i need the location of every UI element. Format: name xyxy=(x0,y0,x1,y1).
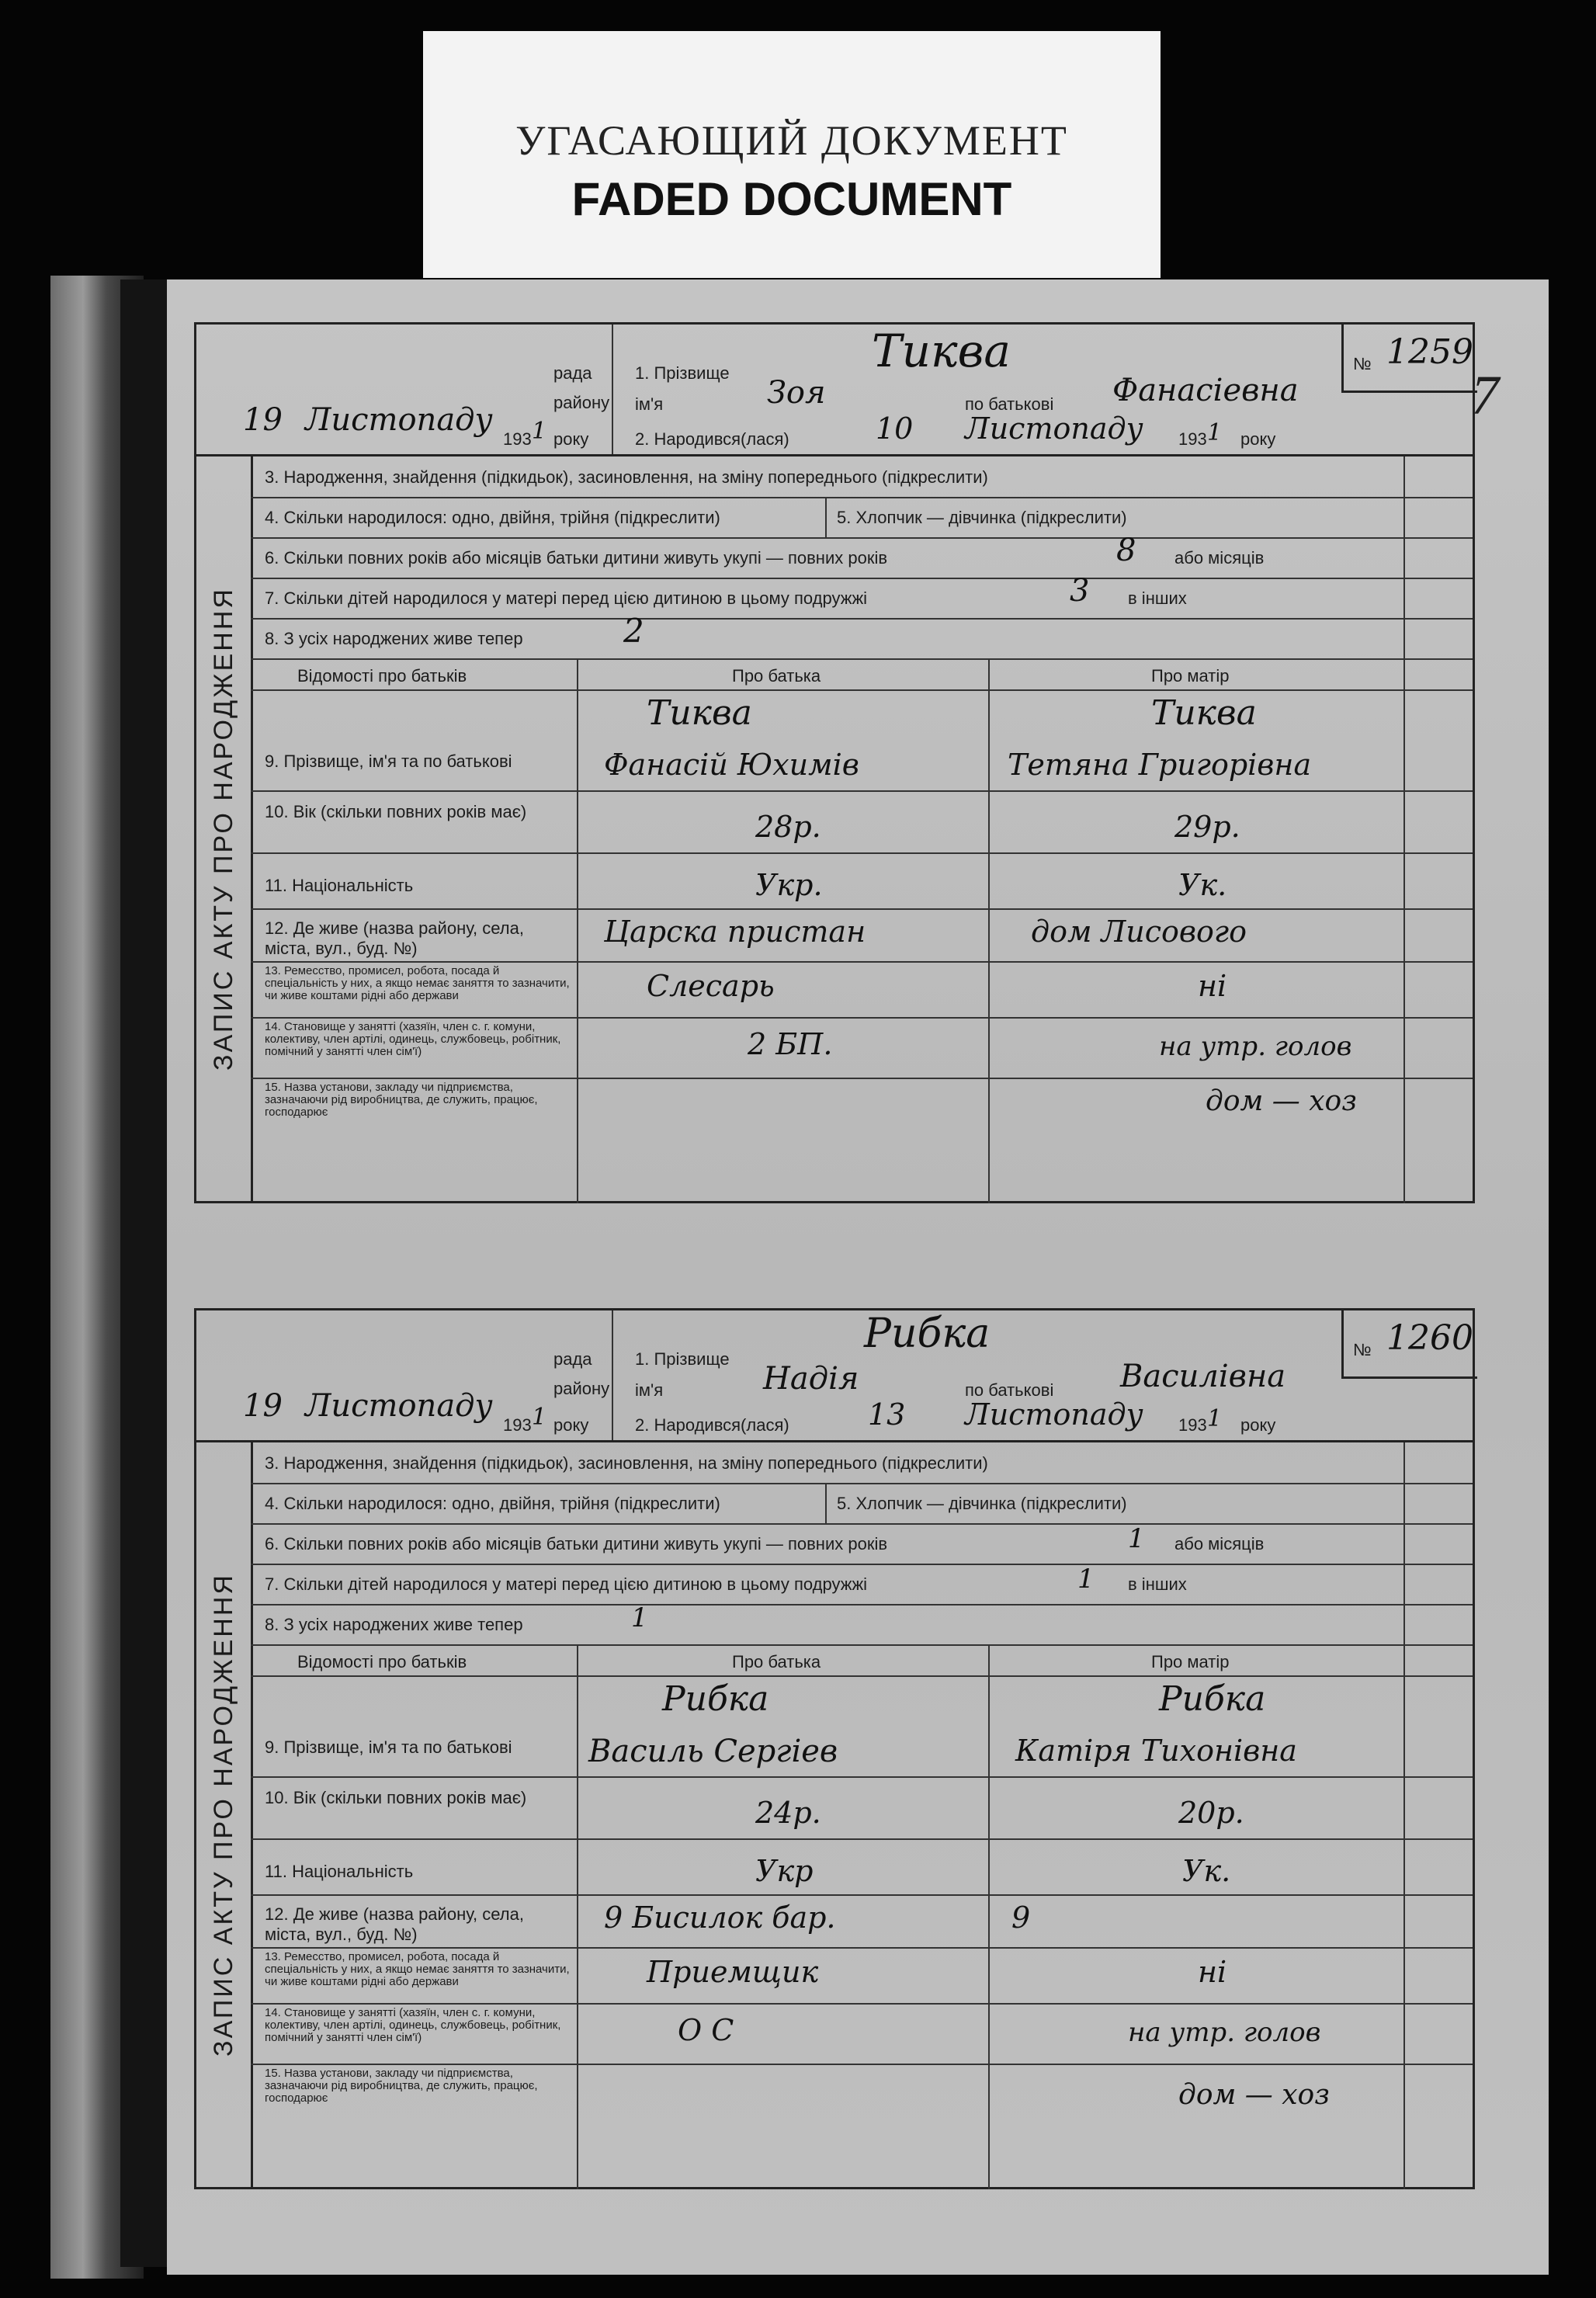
q3-label: 3. Народження, знайдення (підкидьок), засиновлення, на зміну попереднього (підкреслити) xyxy=(265,467,988,487)
record-number: 1259 xyxy=(1386,332,1473,372)
col-father-header: Про батька xyxy=(732,1652,821,1671)
q6-label: 6. Скільки повних років або місяців батьки дитини живуть укупі — повних років xyxy=(265,548,888,568)
col-mother-header: Про матір xyxy=(1151,666,1230,686)
label-line-ru: УГАСАЮЩИЙ ДОКУМЕНТ xyxy=(515,117,1068,164)
mother-status: на утр. голов xyxy=(1159,1031,1352,1062)
rada-label: рада xyxy=(553,1349,592,1369)
birth-day: 13 xyxy=(868,1397,906,1432)
surname-label: 1. Прізвище xyxy=(635,363,730,383)
birth-year: 1 xyxy=(1207,1405,1223,1432)
father-age: 24р. xyxy=(755,1796,821,1830)
label-line-en: FADED DOCUMENT xyxy=(571,173,1012,225)
mother-surname: Рибка xyxy=(1159,1679,1266,1719)
mother-workplace: дом — хоз xyxy=(1178,2079,1330,2111)
reg-year-prefix: 193 xyxy=(503,429,532,449)
col-mother-header: Про матір xyxy=(1151,1652,1230,1671)
reg-year: 1 xyxy=(532,418,547,445)
col-father-header: Про батька xyxy=(732,666,821,686)
name-value: Надія xyxy=(763,1361,859,1397)
mother-age: 20р. xyxy=(1178,1796,1244,1830)
name-label: ім'я xyxy=(635,394,664,414)
record-body xyxy=(194,1440,1475,2189)
father-occupation: Приемщик xyxy=(647,1955,819,1989)
r12-label: 12. Де живе (назва району, села, міста, вул., буд. №) xyxy=(265,1904,524,1944)
patronymic-label: по батькові xyxy=(965,394,1054,414)
r12-label: 12. Де живе (назва району, села, міста, вул., буд. №) xyxy=(265,918,524,958)
prior-children: 1 xyxy=(1077,1564,1095,1595)
mother-status: на утр. голов xyxy=(1128,2017,1321,2048)
father-nationality: Укр. xyxy=(755,868,823,902)
mother-residence: дом Лисового xyxy=(1031,915,1247,949)
record-side-title: ЗАПИС АКТУ ПРО НАРОДЖЕННЯ xyxy=(196,1442,253,2187)
record-header xyxy=(194,1308,1475,1440)
r15-label: 15. Назва установи, закладу чи підприємства, зазначаючи рід виробництва, де служить, працює, господарює xyxy=(265,2067,538,2105)
roku-label: року xyxy=(553,1415,589,1435)
mother-occupation: ні xyxy=(1198,969,1227,1003)
alive-now: 1 xyxy=(631,1602,648,1633)
roku-label-2: року xyxy=(1240,429,1276,449)
page-number: 7 xyxy=(1471,364,1499,426)
alive-now: 2 xyxy=(623,612,644,650)
birth-month: Листопаду xyxy=(965,411,1143,446)
mother-workplace: дом — хоз xyxy=(1206,1085,1357,1117)
q5-label: 5. Хлопчик — дівчинка (підкреслити) xyxy=(837,508,1127,527)
r11-label: 11. Національність xyxy=(265,876,414,895)
birth-record-1 xyxy=(194,322,1475,1203)
q7-other-label: в інших xyxy=(1128,1574,1187,1594)
rada-label: рада xyxy=(553,363,592,383)
divider xyxy=(612,1310,613,1442)
reg-day: 19 xyxy=(243,1388,283,1424)
birth-day: 10 xyxy=(876,411,914,446)
name-label: ім'я xyxy=(635,1380,664,1400)
born-label: 2. Народився(лася) xyxy=(635,429,789,449)
patronymic-value: Василівна xyxy=(1120,1359,1286,1394)
surname-value: Тиква xyxy=(872,325,1011,377)
birth-year-prefix: 193 xyxy=(1178,429,1207,449)
q6-months-label: або місяців xyxy=(1174,548,1265,568)
mother-occupation: ні xyxy=(1198,1955,1227,1989)
record-number-box xyxy=(1341,1310,1477,1379)
r11-label: 11. Національність xyxy=(265,1862,414,1881)
col-info-header: Відомості про батьків xyxy=(297,1652,467,1671)
r13-label: 13. Ремесство, промисел, робота, посада й спеціальність у них, а якщо немає заняття то зазначити, чи живе коштами рідні або держави xyxy=(265,964,570,1002)
divider xyxy=(612,325,613,456)
q6-months-label: або місяців xyxy=(1174,1534,1265,1553)
reg-month: Листопаду xyxy=(305,1388,493,1424)
q7-other-label: в інших xyxy=(1128,588,1187,608)
q3-label: 3. Народження, знайдення (підкидьок), засиновлення, на зміну попереднього (підкреслити) xyxy=(265,1453,988,1473)
q7-label: 7. Скільки дітей народилося у матері перед цією дитиною в цьому подружжі xyxy=(265,1574,868,1594)
mother-given: Катіря Тихонівна xyxy=(1015,1734,1297,1768)
record-number-box xyxy=(1341,325,1477,393)
patronymic-value: Фанасіевна xyxy=(1112,373,1299,408)
mother-nationality: Ук. xyxy=(1178,868,1227,902)
r14-label: 14. Становище у занятті (хазяїн, член с. г. комуни, колективу, член артілі, одинець, службовець, робітник, помічний у занятті член сім'ї) xyxy=(265,1020,561,1058)
years-together: 1 xyxy=(1128,1523,1145,1554)
q8-label: 8. З усіх народжених живе тепер xyxy=(265,1615,523,1634)
record-side-title: ЗАПИС АКТУ ПРО НАРОДЖЕННЯ xyxy=(196,456,253,1201)
father-surname: Рибка xyxy=(662,1679,769,1719)
mother-nationality: Ук. xyxy=(1182,1854,1231,1888)
birth-month: Листопаду xyxy=(965,1397,1143,1432)
name-value: Зоя xyxy=(767,375,826,411)
r10-label: 10. Вік (скільки повних років має) xyxy=(265,802,527,821)
r15-label: 15. Назва установи, закладу чи підприємства, зазначаючи рід виробництва, де служить, працює, господарює xyxy=(265,1081,538,1119)
born-label: 2. Народився(лася) xyxy=(635,1415,789,1435)
raionu-label: району xyxy=(553,1379,610,1398)
r14-label: 14. Становище у занятті (хазяїн, член с. г. комуни, колективу, член артілі, одинець, службовець, робітник, помічний у занятті член сім'ї) xyxy=(265,2006,561,2044)
mother-given: Тетяна Григорівна xyxy=(1008,748,1312,782)
faded-document-label xyxy=(423,31,1161,278)
number-label: № xyxy=(1353,354,1372,373)
col-info-header: Відомості про батьків xyxy=(297,666,467,686)
surname-label: 1. Прізвище xyxy=(635,1349,730,1369)
roku-label-2: року xyxy=(1240,1415,1276,1435)
q8-label: 8. З усіх народжених живе тепер xyxy=(265,629,523,648)
father-status: 2 БП. xyxy=(748,1027,833,1061)
surname-value: Рибка xyxy=(864,1310,991,1357)
patronymic-label: по батькові xyxy=(965,1380,1054,1400)
raionu-label: району xyxy=(553,393,610,412)
reg-day: 19 xyxy=(243,402,283,438)
r10-label: 10. Вік (скільки повних років має) xyxy=(265,1788,527,1807)
r9-label: 9. Прізвище, ім'я та по батькові xyxy=(265,752,512,771)
roku-label: року xyxy=(553,429,589,449)
q5-label: 5. Хлопчик — дівчинка (підкреслити) xyxy=(837,1494,1127,1513)
record-body xyxy=(194,454,1475,1203)
years-together: 8 xyxy=(1116,533,1136,568)
birth-year: 1 xyxy=(1207,419,1223,446)
reg-year: 1 xyxy=(532,1404,547,1431)
q4-label: 4. Скільки народилося: одно, двійня, трійня (підкреслити) xyxy=(265,1494,720,1513)
r9-label: 9. Прізвище, ім'я та по батькові xyxy=(265,1737,512,1757)
reg-month: Листопаду xyxy=(305,402,493,438)
mother-age: 29р. xyxy=(1174,810,1240,844)
record-header xyxy=(194,322,1475,454)
father-age: 28р. xyxy=(755,810,821,844)
father-status: О С xyxy=(678,2013,734,2047)
number-label: № xyxy=(1353,1340,1372,1359)
r13-label: 13. Ремесство, промисел, робота, посада й спеціальність у них, а якщо немає заняття то зазначити, чи живе коштами рідні або держави xyxy=(265,1950,570,1988)
q7-label: 7. Скільки дітей народилося у матері перед цією дитиною в цьому подружжі xyxy=(265,588,868,608)
mother-surname: Тиква xyxy=(1151,693,1257,733)
father-given: Фанасій Юхимів xyxy=(604,748,859,782)
prior-children: 3 xyxy=(1070,573,1090,609)
birth-record-2 xyxy=(194,1308,1475,2189)
mother-residence: 9 xyxy=(1011,1901,1031,1935)
father-surname: Тиква xyxy=(647,693,752,733)
q4-label: 4. Скільки народилося: одно, двійня, трійня (підкреслити) xyxy=(265,508,720,527)
birth-year-prefix: 193 xyxy=(1178,1415,1207,1435)
father-given: Василь Сергіев xyxy=(588,1734,838,1769)
father-occupation: Слесарь xyxy=(647,969,775,1003)
father-residence: 9 Бисилок бар. xyxy=(604,1901,836,1935)
record-number: 1260 xyxy=(1386,1318,1473,1358)
father-residence: Царска пристан xyxy=(604,915,866,949)
reg-year-prefix: 193 xyxy=(503,1415,532,1435)
q6-label: 6. Скільки повних років або місяців батьки дитини живуть укупі — повних років xyxy=(265,1534,888,1553)
father-nationality: Укр xyxy=(755,1854,814,1888)
